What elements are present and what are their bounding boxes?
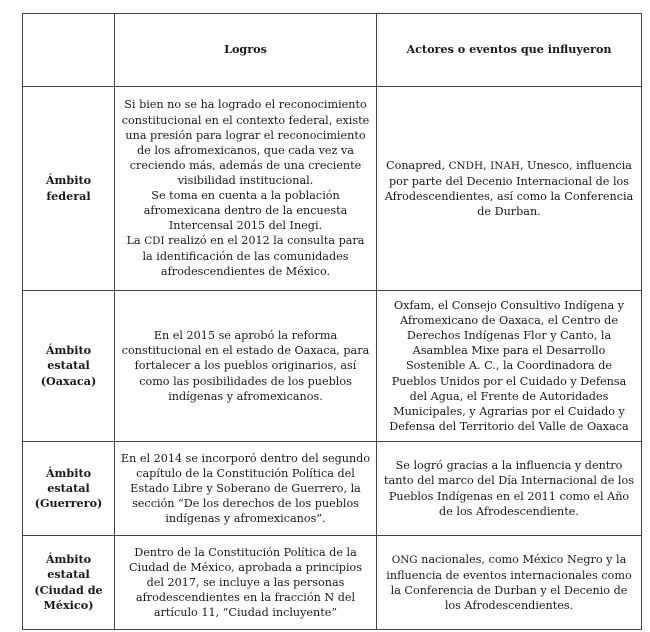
actores-cell: Se logró gracias a la influencia y dentro tanto del marco del Día Internacional de los Pueblos Indígenas en el 2011 como el Año de los Afrodescendiente. (377, 442, 642, 536)
header-empty-cell (23, 14, 115, 87)
scope-line: federal (46, 188, 91, 203)
logros-paragraph (120, 233, 371, 279)
scope-line: Ámbito (45, 552, 92, 567)
achievements-table (22, 13, 642, 630)
text-fragment: La (126, 234, 145, 248)
scope-line: México) (43, 597, 94, 612)
actores-cell (377, 536, 642, 630)
scope-cell (23, 87, 115, 291)
text-fragment: nacionales, como México Negro y la influencia de eventos internacionales como la Conferencia de Durban y el Decenio de los Afrodescendientes. (386, 552, 632, 613)
scope-line: (Ciudad de (34, 582, 103, 597)
table-row (23, 87, 642, 291)
scope-line: Ámbito (45, 465, 92, 480)
logros-cell (115, 87, 377, 291)
scope-line: Ámbito (45, 343, 92, 358)
table-row (23, 291, 642, 442)
actores-cell: Oxfam, el Consejo Consultivo Indígena y Afromexicano de Oaxaca, el Centro de Derechos Indígenas Flor y Canto, la Asamblea Mixe para el Desarrollo Sostenible A. C., la Coordinadora de Pueblos Unidos por el Cuidado y Defensa del Agua, el Frente de Autoridades Municipales, y Agrarias por el Cuidado y Defensa del Territorio del Valle de Oaxaca (377, 291, 642, 442)
header-row (23, 14, 642, 87)
logros-cell: Dentro de la Constitución Política de la Ciudad de México, aprobada a principios del 2017, se incluye a las personas afrodescendientes en la fracción N del artículo 11, “Ciudad incluyente” (115, 536, 377, 630)
table-row (23, 442, 642, 536)
actores-cell (377, 87, 642, 291)
scope-cell (23, 536, 115, 630)
text-fragment: Conapred, (386, 158, 449, 172)
logros-cell: En el 2015 se aprobó la reforma constitucional en el estado de Oaxaca, para fortalecer a los pueblos originarios, así como las posibilidades de los pueblos indígenas y afromexicanos. (115, 291, 377, 442)
text-fragment: realizó en el 2012 la consulta para la identificación de las comunidades afrodescendientes de México. (142, 234, 365, 279)
scope-line: (Guerrero) (34, 496, 103, 511)
scope-cell (23, 442, 115, 536)
text-fragment: , (483, 158, 491, 172)
scope-line: estatal (47, 358, 90, 373)
logros-cell: En el 2014 se incorporó dentro del segundo capítulo de la Constitución Política del Estado Libre y Soberano de Guerrero, la sección “De los derechos de los pueblos indígenas y afromexicanos”. (115, 442, 377, 536)
header-logros: Logros (115, 14, 377, 87)
abbreviation: CDI (144, 235, 165, 248)
scope-line: Ámbito (45, 173, 92, 188)
scope-line: estatal (47, 567, 90, 582)
scope-cell (23, 291, 115, 442)
abbreviation: ONG (391, 553, 418, 566)
abbreviation: CNDH (448, 159, 484, 172)
header-actores: Actores o eventos que influyeron (377, 14, 642, 87)
scope-line: (Oaxaca) (40, 373, 97, 388)
scope-line: estatal (47, 480, 90, 495)
abbreviation: INAH (490, 159, 520, 172)
table-row (23, 536, 642, 630)
logros-paragraph: Si bien no se ha logrado el reconocimiento constitucional en el contexto federal, existe una presión para lograr el reconocimiento de los afromexicanos, que cada vez va creciendo más, además de una creciente visibilidad institucional. (121, 98, 370, 187)
logros-paragraph: Se toma en cuenta a la población afromexicana dentro de la encuesta Intercensal 2015 del Inegi. (143, 189, 348, 233)
text-fragment: , Unesco, influencia por parte del Decenio Internacional de los Afrodescendientes, así como la Conferencia de Durban. (384, 158, 634, 219)
